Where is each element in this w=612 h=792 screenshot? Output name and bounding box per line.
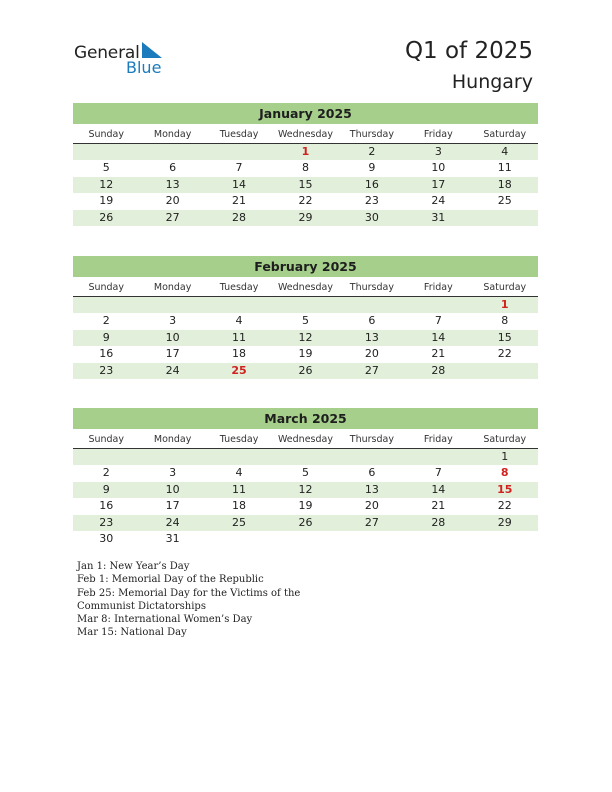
day-cell: 12: [99, 177, 114, 191]
weekday-label: Friday: [423, 129, 453, 140]
month-title: February 2025: [73, 256, 538, 277]
day-cell: 4: [235, 466, 243, 480]
day-cell: [272, 449, 338, 465]
day-cell: 2: [102, 314, 110, 328]
day-cell: [472, 210, 538, 226]
day-cell: 28: [431, 363, 446, 377]
day-cell: 14: [232, 177, 247, 191]
day-cell: 17: [165, 499, 180, 513]
country-name: Hungary: [451, 71, 533, 93]
month-january: [73, 103, 538, 226]
day-cell: [272, 297, 338, 313]
day-cell: 25: [232, 515, 247, 529]
day-cell: 20: [364, 347, 379, 361]
day-cell: 16: [99, 499, 114, 513]
holiday-note: Feb 1: Memorial Day of the Republic: [77, 574, 264, 586]
day-cell: [405, 531, 471, 547]
day-cell: 11: [232, 482, 247, 496]
day-cell: 3: [169, 314, 177, 328]
weekday-label: Friday: [423, 434, 453, 445]
day-cell: [206, 297, 272, 313]
week-row: [73, 297, 538, 313]
day-cell: [405, 449, 471, 465]
weekday-label: Sunday: [88, 282, 124, 293]
day-cell: 7: [235, 161, 243, 175]
weekday-label: Tuesday: [219, 434, 259, 445]
logo-text-blue: Blue: [126, 58, 162, 77]
page-title: Q1 of 2025: [404, 38, 533, 64]
week-row: [73, 363, 538, 379]
weekday-label: Wednesday: [277, 282, 333, 293]
day-cell: 24: [431, 194, 446, 208]
day-cell: 1: [301, 145, 310, 158]
day-cell: 10: [165, 330, 180, 344]
day-cell: 17: [431, 177, 446, 191]
day-cell: 8: [500, 466, 509, 480]
day-cell: 29: [298, 210, 313, 224]
day-cell: 31: [431, 210, 446, 224]
weekday-label: Saturday: [483, 129, 527, 140]
day-cell: 8: [301, 161, 309, 175]
day-cell: 18: [497, 177, 512, 191]
day-cell: 9: [102, 482, 110, 496]
day-cell: 23: [364, 194, 379, 208]
day-cell: 15: [497, 482, 513, 496]
week-row: [73, 346, 538, 362]
weekday-label: Wednesday: [277, 129, 333, 140]
day-cell: 12: [298, 330, 313, 344]
day-cell: [206, 449, 272, 465]
holiday-note: Mar 8: International Women’s Day: [77, 614, 253, 626]
weekday-header: [73, 279, 538, 297]
week-row: [73, 160, 538, 176]
day-cell: [206, 144, 272, 160]
day-cell: 20: [364, 499, 379, 513]
day-cell: 13: [364, 482, 379, 496]
day-cell: 10: [431, 161, 446, 175]
day-cell: 27: [364, 363, 379, 377]
logo-triangle-icon: [142, 42, 164, 60]
day-cell: 18: [232, 347, 247, 361]
day-cell: 21: [431, 347, 446, 361]
day-cell: 5: [102, 161, 110, 175]
day-cell: 3: [169, 466, 177, 480]
day-cell: 23: [99, 515, 114, 529]
day-cell: 15: [298, 177, 313, 191]
day-cell: 28: [431, 515, 446, 529]
week-row: [73, 515, 538, 531]
holiday-notes: [77, 560, 300, 640]
month-title: March 2025: [73, 408, 538, 429]
weekday-label: Saturday: [483, 282, 527, 293]
day-cell: [139, 297, 205, 313]
weekday-label: Tuesday: [219, 282, 259, 293]
week-row: [73, 210, 538, 226]
day-cell: 5: [301, 314, 309, 328]
weekday-label: Tuesday: [219, 129, 259, 140]
day-cell: 12: [298, 482, 313, 496]
day-cell: 1: [500, 298, 509, 311]
day-cell: 7: [434, 314, 442, 328]
day-cell: 5: [301, 466, 309, 480]
weekday-label: Sunday: [88, 129, 124, 140]
day-cell: 25: [497, 194, 512, 208]
weekday-label: Thursday: [349, 282, 394, 293]
day-cell: [73, 144, 139, 160]
day-cell: 16: [364, 177, 379, 191]
generalblue-logo: [74, 40, 174, 80]
day-cell: 9: [368, 161, 376, 175]
day-cell: 2: [102, 466, 110, 480]
day-cell: 23: [99, 363, 114, 377]
week-row: [73, 498, 538, 514]
day-cell: [206, 531, 272, 547]
logo-text-general: General: [74, 43, 140, 63]
holiday-note: Jan 1: New Year’s Day: [77, 561, 190, 572]
day-cell: 6: [368, 314, 376, 328]
day-cell: 20: [165, 194, 180, 208]
day-cell: 30: [99, 531, 114, 545]
day-cell: 16: [99, 347, 114, 361]
holiday-note: Mar 15: National Day: [77, 627, 187, 639]
weekday-label: Friday: [423, 282, 453, 293]
day-cell: 19: [99, 194, 114, 208]
month-march: [73, 408, 538, 547]
day-cell: 22: [298, 194, 313, 208]
weekday-label: Saturday: [483, 434, 527, 445]
weekday-label: Monday: [153, 434, 192, 445]
day-cell: 11: [232, 330, 247, 344]
day-cell: 7: [434, 466, 442, 480]
day-cell: 26: [99, 210, 114, 224]
week-row: [73, 330, 538, 346]
day-cell: [139, 449, 205, 465]
day-cell: 24: [165, 515, 180, 529]
day-cell: 27: [165, 210, 180, 224]
weekday-label: Monday: [153, 282, 192, 293]
week-row: [73, 313, 538, 329]
day-cell: [339, 449, 405, 465]
day-cell: 11: [497, 161, 512, 175]
day-cell: 26: [298, 363, 313, 377]
day-cell: 13: [364, 330, 379, 344]
day-cell: 27: [364, 515, 379, 529]
day-cell: 24: [165, 363, 180, 377]
day-cell: 26: [298, 515, 313, 529]
day-cell: 31: [165, 531, 180, 545]
day-cell: 17: [165, 347, 180, 361]
day-cell: 19: [298, 499, 313, 513]
day-cell: 14: [431, 482, 446, 496]
day-cell: 3: [434, 145, 442, 158]
day-cell: 10: [165, 482, 180, 496]
month-february: [73, 256, 538, 379]
day-cell: 13: [165, 177, 180, 191]
day-cell: 21: [431, 499, 446, 513]
weekday-label: Monday: [153, 129, 192, 140]
weekday-label: Thursday: [349, 129, 394, 140]
day-cell: 19: [298, 347, 313, 361]
day-cell: 28: [232, 210, 247, 224]
day-cell: 21: [232, 194, 247, 208]
day-cell: 6: [368, 466, 376, 480]
week-row: [73, 144, 538, 160]
week-row: [73, 531, 538, 547]
day-cell: [405, 297, 471, 313]
weekday-header: [73, 126, 538, 144]
day-cell: 4: [235, 314, 243, 328]
day-cell: [472, 531, 538, 547]
week-row: [73, 465, 538, 481]
day-cell: [139, 144, 205, 160]
weekday-label: Thursday: [349, 434, 394, 445]
weekday-header: [73, 431, 538, 449]
weekday-label: Wednesday: [277, 434, 333, 445]
day-cell: [272, 531, 338, 547]
month-title: January 2025: [73, 103, 538, 124]
holiday-note: Feb 25: Memorial Day for the Victims of the Communist Dictatorships: [77, 587, 301, 612]
day-cell: 18: [232, 499, 247, 513]
day-cell: 2: [368, 145, 376, 158]
week-row: [73, 449, 538, 465]
day-cell: [339, 531, 405, 547]
day-cell: [73, 449, 139, 465]
day-cell: 30: [364, 210, 379, 224]
day-cell: 1: [501, 450, 509, 463]
day-cell: 8: [501, 314, 509, 328]
day-cell: 9: [102, 330, 110, 344]
day-cell: 15: [497, 330, 512, 344]
day-cell: 22: [497, 347, 512, 361]
week-row: [73, 482, 538, 498]
day-cell: [73, 297, 139, 313]
day-cell: 14: [431, 330, 446, 344]
day-cell: 6: [169, 161, 177, 175]
day-cell: [339, 297, 405, 313]
day-cell: 29: [497, 515, 512, 529]
weekday-label: Sunday: [88, 434, 124, 445]
week-row: [73, 193, 538, 209]
day-cell: [472, 363, 538, 379]
day-cell: 4: [501, 145, 509, 158]
week-row: [73, 177, 538, 193]
day-cell: 25: [231, 363, 247, 377]
day-cell: 22: [497, 499, 512, 513]
